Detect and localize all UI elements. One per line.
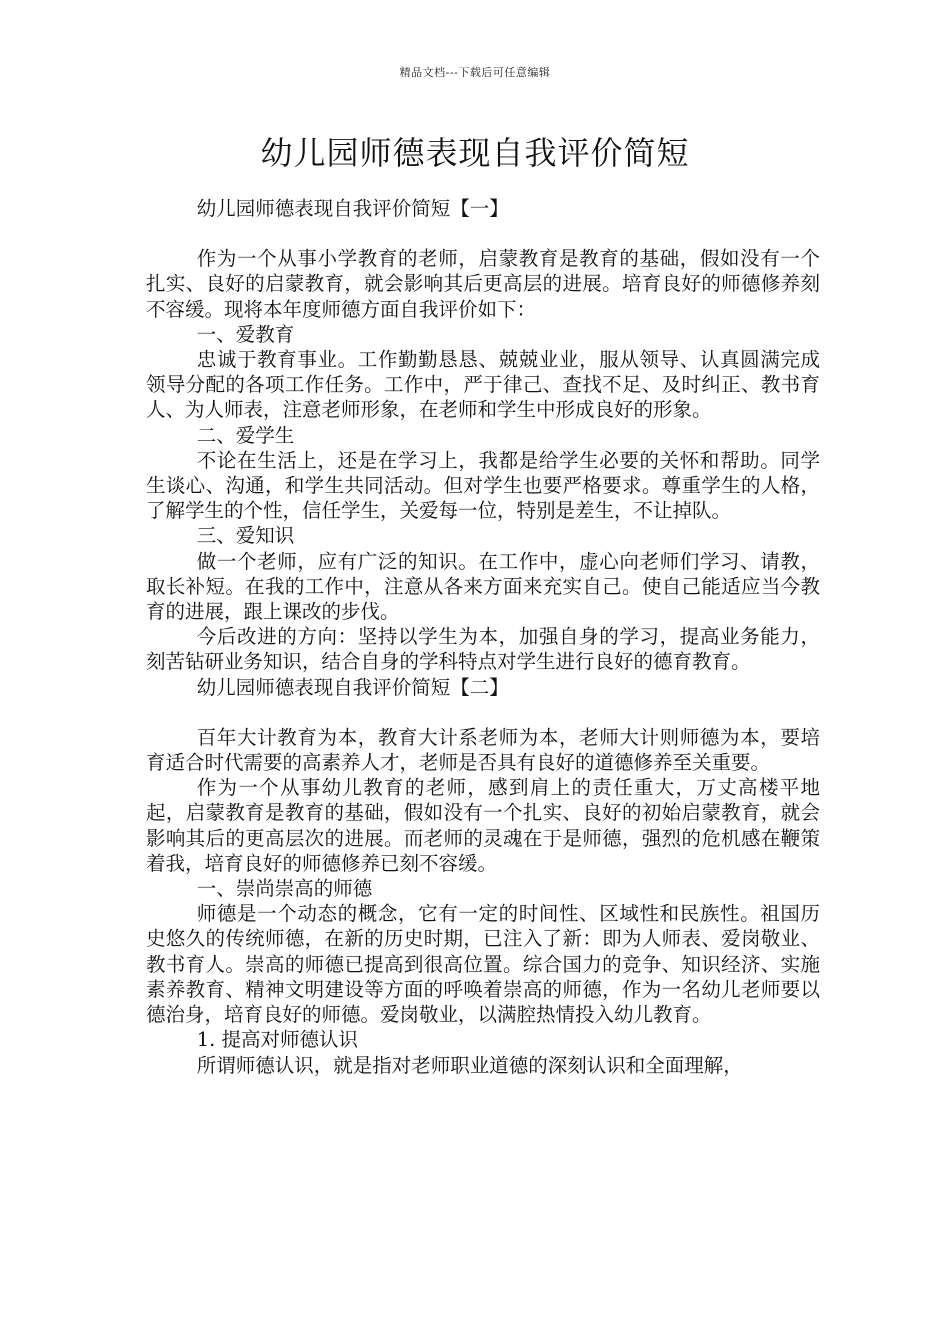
section-one-subheading-2: 二、爱学生: [196, 423, 295, 447]
section-one-heading: 幼儿园师德表现自我评价简短【一】: [196, 197, 509, 220]
document-title: 幼儿园师德表现自我评价简短: [260, 134, 690, 172]
section-two-paragraph-4: 所谓师德认识，就是指对老师职业道德的深刻认识和全面理解，: [196, 1053, 743, 1077]
section-two-subheading-2: 1. 提高对师德认识: [196, 1028, 358, 1052]
section-one-paragraph-2: 不论在生活上，还是在学习上，我都是给学生必要的关怀和帮助。同学生谈心、沟通，和学生共同活动。但对学生也要严格要求。尊重学生的人格，了解学生的个性，信任学生，关爱每一位，特别是差生，不让掉队。: [146, 448, 820, 523]
section-one-paragraph-4: 今后改进的方向：坚持以学生为本，加强自身的学习，提高业务能力，刻苦钻研业务知识，结合自身的学科特点对学生进行良好的德育教育。: [146, 625, 820, 674]
section-one-paragraph-3: 做一个老师，应有广泛的知识。在工作中，虚心向老师们学习、请教，取长补短。在我的工作中，注意从各来方面来充实自己。使自己能适应当今教育的进展，跟上课改的步伐。: [146, 549, 820, 624]
section-two-paragraph-1: 百年大计教育为本，教育大计系老师为本，老师大计则师德为本，要培育适合时代需要的高素养人才，老师是否具有良好的道德修养至关重要。: [146, 725, 820, 775]
section-one-subheading-3: 三、爱知识: [196, 524, 295, 548]
section-one-subheading-1: 一、爱教育: [196, 322, 295, 346]
section-one-paragraph-1: 忠诚于教育事业。工作勤勤恳恳、兢兢业业，服从领导、认真圆满完成领导分配的各项工作任务。工作中，严于律己、查找不足、及时纠正、教书育人、为人师表，注意老师形象，在老师和学生中形成良好的形象。: [146, 348, 820, 422]
section-one-intro: 作为一个从事小学教育的老师，启蒙教育是教育的基础，假如没有一个扎实、良好的启蒙教育，就会影响其后更高层的进展。培育良好的师德修养刻不容缓。现将本年度师德方面自我评价如下：: [146, 247, 820, 321]
document-header-note: 精品文档---下载后可任意编辑: [399, 66, 551, 79]
section-two-paragraph-2: 作为一个从事幼儿教育的老师，感到肩上的责任重大，万丈高楼平地起，启蒙教育是教育的基础，假如没有一个扎实、良好的初始启蒙教育，就会影响其后的更高层次的进展。而老师的灵魂在于是师德，强烈的危机感在鞭策着我，培育良好的师德修养已刻不容缓。: [146, 776, 820, 875]
section-two-heading: 幼儿园师德表现自我评价简短【二】: [196, 675, 509, 699]
spacer: [146, 700, 820, 725]
spacer: [146, 221, 820, 246]
section-two-paragraph-3: 师德是一个动态的概念，它有一定的时间性、区域性和民族性。祖国历史悠久的传统师德，在新的历史时期，已注入了新：即为人师表、爱岗敬业、教书育人。崇高的师德已提高到很高位置。综合国力的竞争、知识经济、实施素养教育、精神文明建设等方面的呼唤着崇高的师德，作为一名幼儿老师要以德治身，培育良好的师德。爱岗敬业，以满腔热情投入幼儿教育。: [146, 902, 820, 1027]
section-two-subheading-1: 一、崇尚崇高的师德: [196, 877, 373, 901]
document-body: [146, 196, 820, 1078]
